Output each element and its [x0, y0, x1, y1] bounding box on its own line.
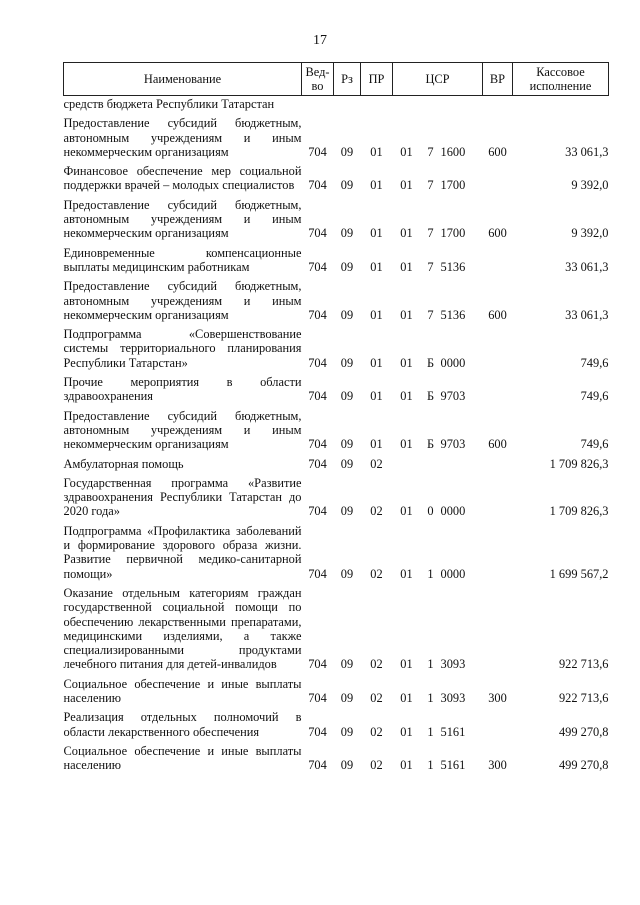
- cell-c2: 7: [427, 226, 434, 241]
- cell-pr: 01: [370, 437, 383, 452]
- cell-name: Амбулаторная помощь: [63, 456, 184, 471]
- cell-amount: 9 392,0: [571, 226, 609, 241]
- cell-rz: 09: [340, 437, 354, 452]
- table-row: [64, 452, 609, 471]
- cell-vr: 600: [488, 144, 507, 159]
- header-ved: Вед- во: [302, 63, 334, 96]
- cell-amount: 749,6: [580, 389, 609, 404]
- cell-pr: 02: [370, 657, 383, 672]
- cell-c1: 01: [400, 389, 413, 404]
- cell-c1: 01: [400, 178, 413, 193]
- cell-c1: 01: [400, 758, 413, 773]
- header-vr: ВР: [483, 63, 513, 96]
- cell-pr: 01: [370, 144, 383, 159]
- cell-pr: 01: [370, 355, 383, 370]
- cell-name: Подпрограмма «Совершенствование системы территориального планирования Республики Татарстан»: [63, 327, 302, 370]
- cell-amount: 1 709 826,3: [549, 504, 609, 519]
- cell-c2: 7: [427, 307, 434, 322]
- cell-rz: 09: [340, 657, 354, 672]
- cell-vr: 600: [488, 437, 507, 452]
- cell-pr: 02: [370, 456, 383, 471]
- header-amount: Кассовое исполнение: [513, 63, 609, 96]
- cell-c2: 1: [427, 566, 434, 581]
- cell-ved: 704: [308, 259, 327, 274]
- cell-c3: 5161: [440, 724, 466, 739]
- cell-rz: 09: [340, 504, 354, 519]
- cell-vr: 300: [488, 758, 507, 773]
- cell-rz: 09: [340, 566, 354, 581]
- cell-ved: [302, 96, 334, 112]
- cell-amount: 33 061,3: [565, 259, 609, 274]
- cell-rz: 09: [340, 758, 354, 773]
- cell-c1: 01: [400, 307, 413, 322]
- cell-pr: 01: [370, 226, 383, 241]
- cell-ved: 704: [308, 226, 327, 241]
- header-pr: ПР: [361, 63, 393, 96]
- table-row: [64, 471, 609, 519]
- table-row: [64, 519, 609, 581]
- cell-name: Прочие мероприятия в области здравоохранения: [63, 375, 302, 404]
- cell-c3: 0000: [440, 566, 466, 581]
- cell-c2: 1: [427, 657, 434, 672]
- cell-c1: 01: [400, 504, 413, 519]
- cell-ved: 704: [308, 657, 327, 672]
- cell-vr: [483, 159, 513, 193]
- cell-pr: 02: [370, 724, 383, 739]
- cell-amount: 1 699 567,2: [549, 566, 609, 581]
- cell-c1: 01: [400, 259, 413, 274]
- cell-amount: [513, 96, 609, 112]
- table-row: [64, 370, 609, 404]
- cell-rz: 09: [340, 178, 354, 193]
- budget-execution-table: [63, 62, 609, 772]
- cell-c3: [441, 96, 483, 112]
- cell-amount: 499 270,8: [558, 724, 609, 739]
- cell-pr: 02: [370, 566, 383, 581]
- table-row: [64, 241, 609, 275]
- cell-ved: 704: [308, 178, 327, 193]
- cell-rz: 09: [340, 226, 354, 241]
- cell-c3: 1700: [440, 178, 466, 193]
- cell-pr: 02: [370, 690, 383, 705]
- cell-c3: 3093: [440, 657, 466, 672]
- cell-c2: 1: [427, 758, 434, 773]
- cell-c2: [421, 96, 441, 112]
- cell-pr: 01: [370, 307, 383, 322]
- cell-ved: 704: [308, 456, 327, 471]
- cell-rz: [334, 96, 361, 112]
- page-number: 17: [313, 33, 327, 48]
- cell-rz: 09: [340, 690, 354, 705]
- cell-pr: [361, 96, 393, 112]
- cell-c3: 3093: [440, 690, 466, 705]
- cell-vr: 600: [488, 307, 507, 322]
- cell-amount: 9 392,0: [571, 178, 609, 193]
- table-row: [64, 159, 609, 193]
- cell-c1: 01: [400, 690, 413, 705]
- cell-amount: 749,6: [580, 355, 609, 370]
- cell-pr: 02: [370, 504, 383, 519]
- cell-c1: 01: [400, 355, 413, 370]
- table-header: [64, 63, 609, 96]
- table-row: [64, 96, 609, 112]
- cell-rz: 09: [340, 355, 354, 370]
- cell-ved: 704: [308, 504, 327, 519]
- cell-c1: [393, 452, 421, 471]
- cell-name: Единовременные компенсационные выплаты медицинским работникам: [63, 245, 302, 274]
- cell-c1: 01: [400, 724, 413, 739]
- cell-c2: 1: [427, 724, 434, 739]
- cell-c3: 0000: [440, 355, 466, 370]
- cell-name: Предоставление субсидий бюджетным, автономным учреждениям и иным некоммерческим организациям: [63, 408, 302, 452]
- cell-name: Подпрограмма «Профилактика заболеваний и формирование здорового образа жизни. Развитие первичной медико-санитарной помощи»: [63, 523, 302, 581]
- cell-amount: 1 709 826,3: [549, 456, 609, 471]
- cell-c2: [421, 452, 441, 471]
- cell-c2: Б: [426, 389, 435, 404]
- cell-rz: 09: [340, 144, 354, 159]
- cell-c3: [441, 452, 483, 471]
- cell-name: Предоставление субсидий бюджетным, автономным учреждениям и иным некоммерческим организациям: [63, 197, 302, 241]
- cell-pr: 02: [370, 758, 383, 773]
- cell-rz: 09: [340, 724, 354, 739]
- cell-pr: 01: [370, 389, 383, 404]
- cell-vr: 300: [488, 690, 507, 705]
- cell-vr: [483, 370, 513, 404]
- cell-c2: 7: [427, 144, 434, 159]
- table-row: [64, 581, 609, 672]
- table-row: [64, 193, 609, 241]
- cell-amount: 33 061,3: [565, 144, 609, 159]
- cell-vr: 600: [488, 226, 507, 241]
- cell-ved: 704: [308, 144, 327, 159]
- cell-c1: 01: [400, 566, 413, 581]
- cell-c1: [393, 96, 421, 112]
- cell-c1: 01: [400, 226, 413, 241]
- cell-ved: 704: [308, 690, 327, 705]
- table-row: [64, 111, 609, 159]
- cell-c3: 5136: [440, 307, 466, 322]
- cell-rz: 09: [340, 389, 354, 404]
- cell-name: средств бюджета Республики Татарстан: [63, 97, 275, 111]
- cell-name: Социальное обеспечение и иные выплаты населению: [63, 676, 302, 705]
- cell-vr: [483, 322, 513, 370]
- cell-amount: 922 713,6: [558, 657, 609, 672]
- table-row: [64, 705, 609, 739]
- cell-ved: 704: [308, 355, 327, 370]
- cell-vr: [483, 581, 513, 672]
- cell-c3: 5161: [440, 758, 466, 773]
- cell-c2: 7: [427, 178, 434, 193]
- cell-c1: 01: [400, 437, 413, 452]
- cell-c3: 9703: [440, 389, 466, 404]
- cell-amount: 33 061,3: [565, 307, 609, 322]
- cell-ved: 704: [308, 389, 327, 404]
- header-name: Наименование: [64, 63, 302, 96]
- cell-c2: 7: [427, 259, 434, 274]
- cell-name: Государственная программа «Развитие здравоохранения Республики Татарстан до 2020 года»: [63, 475, 302, 519]
- cell-name: Финансовое обеспечение мер социальной поддержки врачей – молодых специалистов: [63, 164, 302, 193]
- header-csr: ЦСР: [393, 63, 483, 96]
- cell-amount: 749,6: [580, 437, 609, 452]
- cell-pr: 01: [370, 259, 383, 274]
- table-row: [64, 404, 609, 452]
- table-row: [64, 274, 609, 322]
- table-body: [64, 96, 609, 773]
- cell-c3: 1700: [440, 226, 466, 241]
- cell-vr: [483, 241, 513, 275]
- cell-ved: 704: [308, 724, 327, 739]
- cell-ved: 704: [308, 758, 327, 773]
- cell-pr: 01: [370, 178, 383, 193]
- cell-name: Социальное обеспечение и иные выплаты населению: [63, 743, 302, 773]
- cell-vr: [483, 452, 513, 471]
- cell-c1: 01: [400, 144, 413, 159]
- cell-c2: 0: [427, 504, 434, 519]
- cell-rz: 09: [340, 456, 354, 471]
- cell-name: Предоставление субсидий бюджетным, автономным учреждениям и иным некоммерческим организациям: [63, 279, 302, 322]
- cell-name: Предоставление субсидий бюджетным, автономным учреждениям и иным некоммерческим организациям: [63, 116, 302, 159]
- cell-c2: Б: [426, 437, 435, 452]
- cell-rz: 09: [340, 259, 354, 274]
- cell-c3: 5136: [440, 259, 466, 274]
- cell-vr: [483, 96, 513, 112]
- cell-name: Реализация отдельных полномочий в области лекарственного обеспечения: [63, 710, 302, 739]
- cell-name: Оказание отдельным категориям граждан государственной социальной помощи по обеспечению лекарственными препаратами, медицинскими изделиями, а также специализированными продуктами лечебного питания для детей-инвалидов: [63, 585, 302, 672]
- cell-c1: 01: [400, 657, 413, 672]
- cell-c3: 0000: [440, 504, 466, 519]
- table-row: [64, 322, 609, 370]
- cell-vr: [483, 471, 513, 519]
- cell-c3: 9703: [440, 437, 466, 452]
- cell-ved: 704: [308, 566, 327, 581]
- cell-c3: 1600: [440, 144, 466, 159]
- cell-amount: 922 713,6: [558, 690, 609, 705]
- cell-ved: 704: [308, 437, 327, 452]
- cell-c2: 1: [427, 690, 434, 705]
- cell-amount: 499 270,8: [558, 758, 609, 773]
- table-row: [64, 739, 609, 773]
- cell-ved: 704: [308, 307, 327, 322]
- cell-rz: 09: [340, 307, 354, 322]
- cell-c2: Б: [426, 355, 435, 370]
- cell-vr: [483, 705, 513, 739]
- table-row: [64, 672, 609, 706]
- cell-vr: [483, 519, 513, 581]
- header-rz: Рз: [334, 63, 361, 96]
